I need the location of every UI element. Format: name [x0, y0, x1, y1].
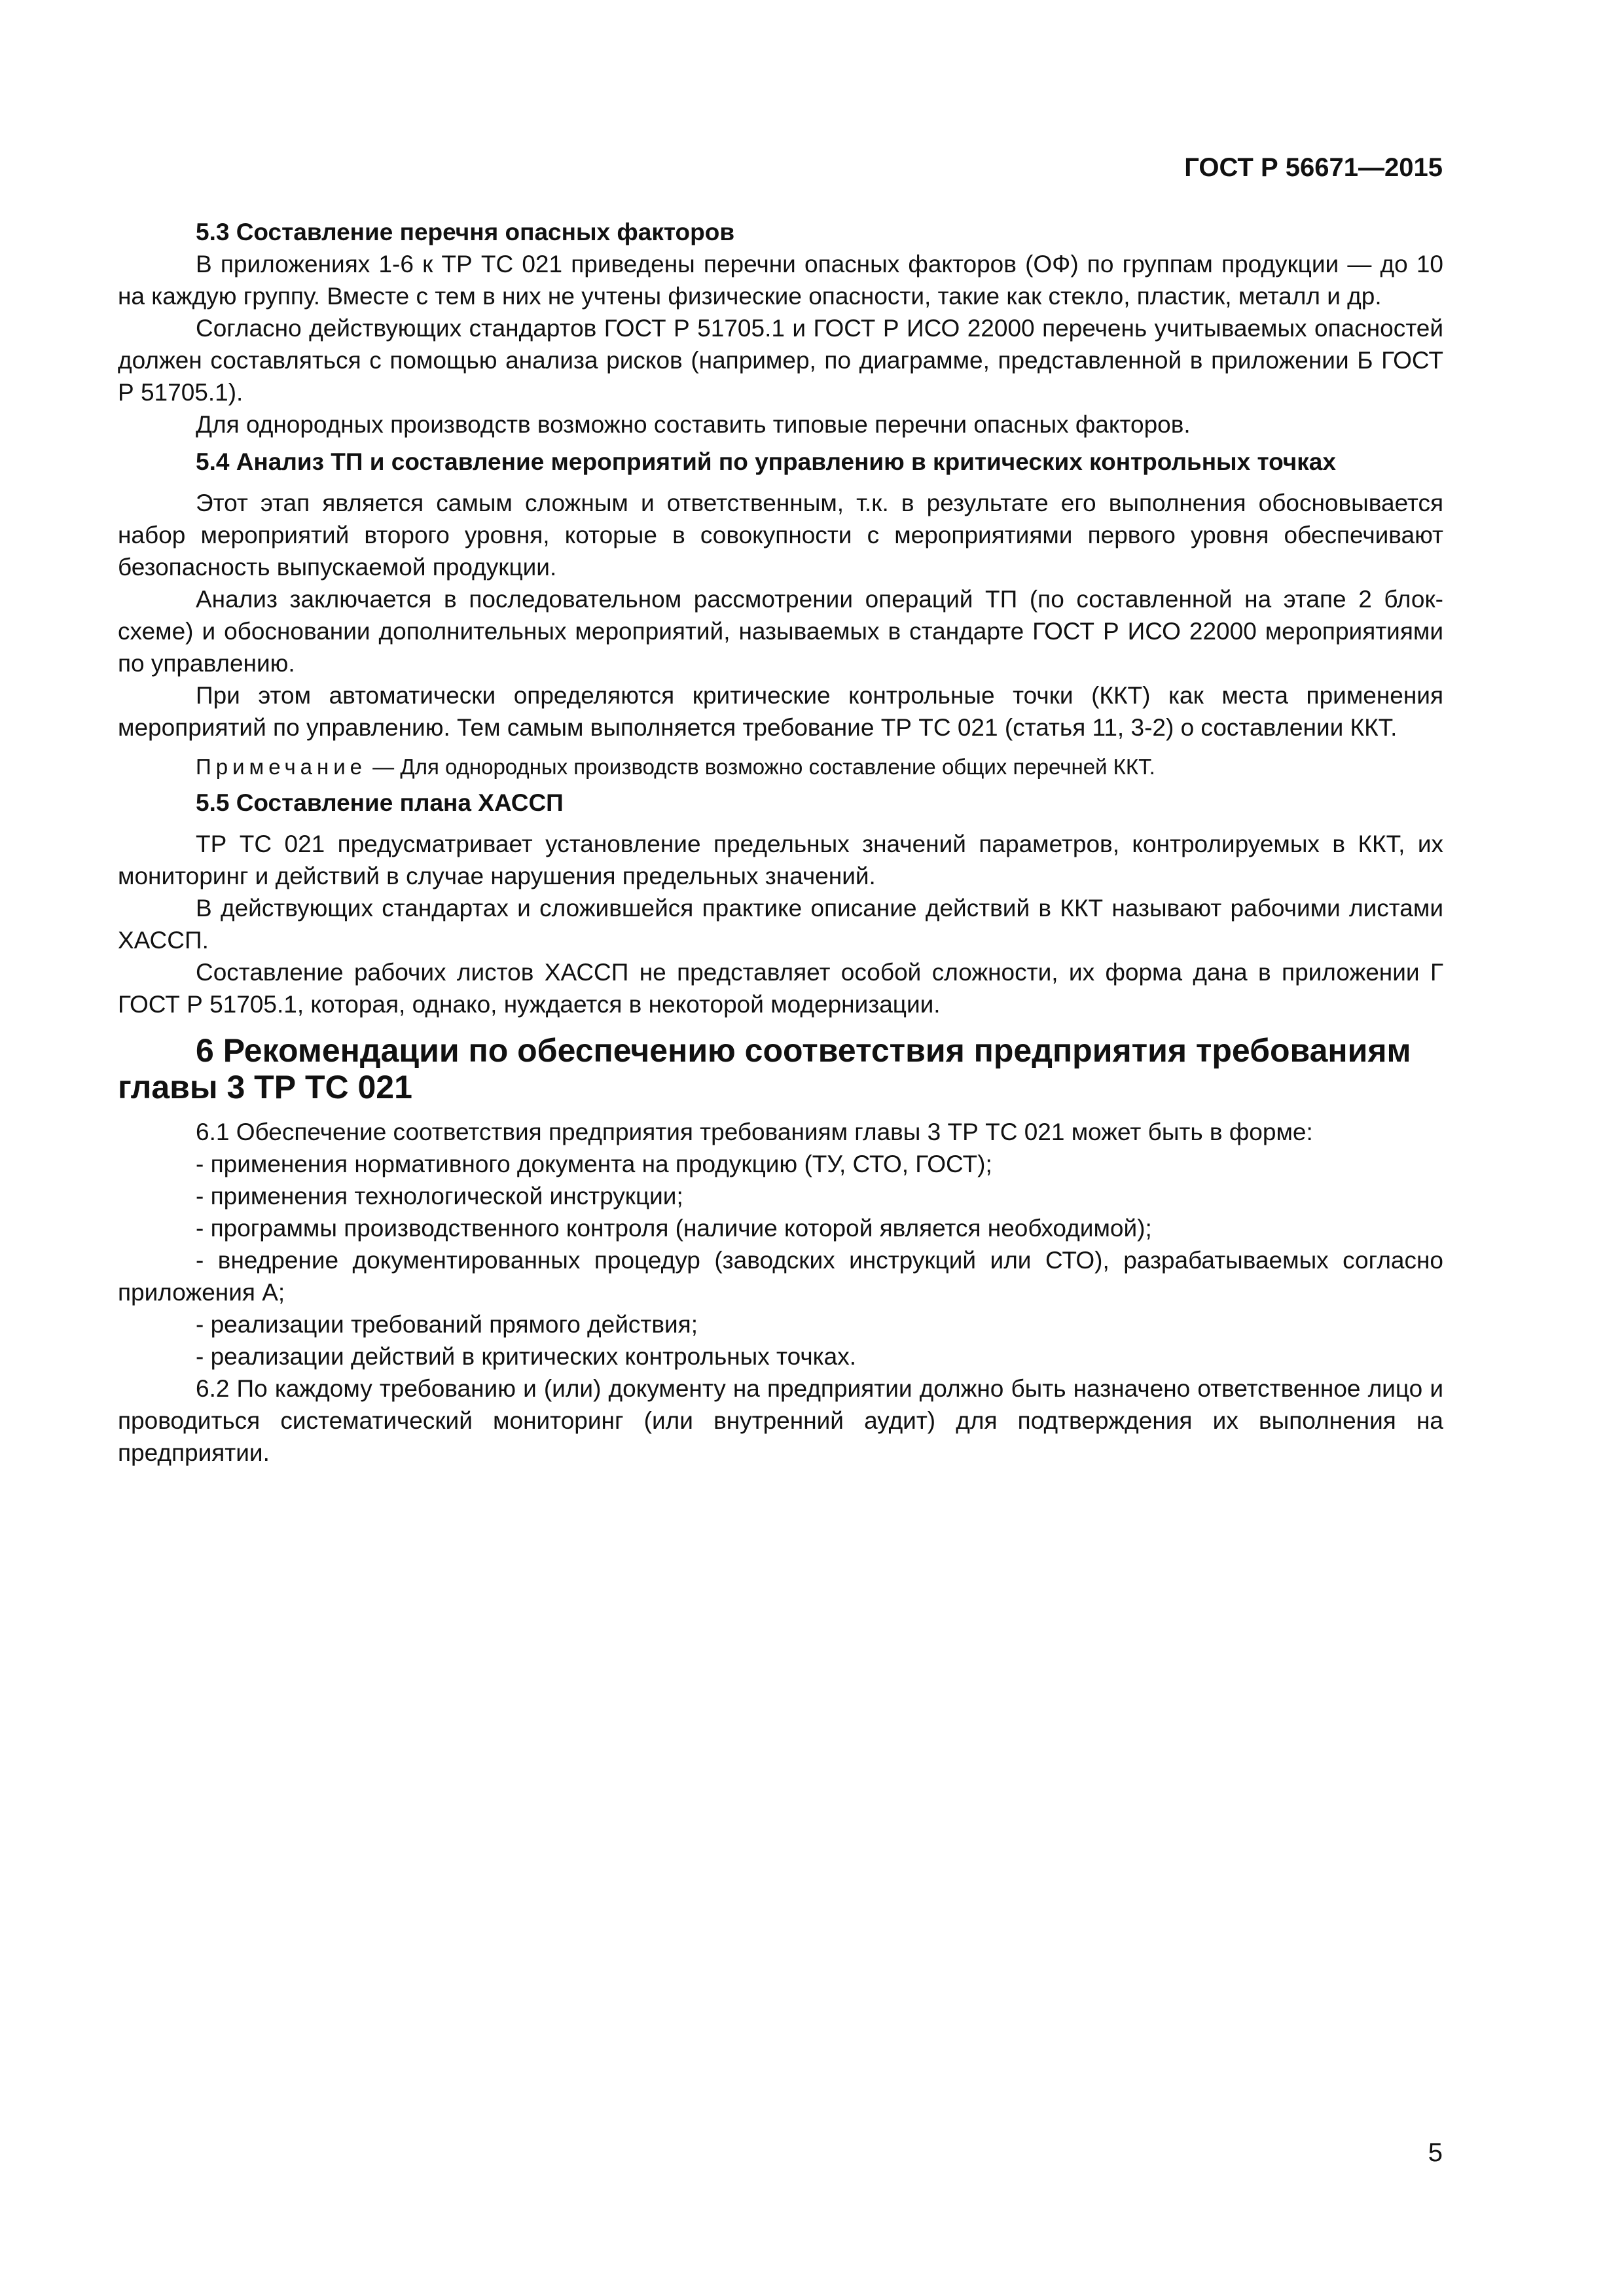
section-6-heading: 6 Рекомендации по обеспечению соответствия предприятия требованиям главы 3 ТР ТС 021	[118, 1032, 1411, 1105]
list-item: - применения нормативного документа на продукцию (ТУ, СТО, ГОСТ);	[196, 1151, 992, 1177]
section-5-4-paragraph: Этот этап является самым сложным и ответственным, т.к. в результате его выполнения обосновывается набор мероприятий второго уровня, которые в совокупности с мероприятиями первого уровня обеспечивают безопасность выпускаемой продукции.	[118, 490, 1443, 581]
section-5-4-paragraph: Анализ заключается в последовательном рассмотрении операций ТП (по составленной на этапе 2 блок-схеме) и обосновании дополнительных мероприятий, называемых в стандарте ГОСТ Р ИСО 22000 мероприятиями по управлению.	[118, 586, 1443, 677]
document-body	[118, 216, 1443, 1469]
section-5-3-paragraph: В приложениях 1-6 к ТР ТС 021 приведены перечни опасных факторов (ОФ) по группам продукции — до 10 на каждую группу. Вместе с тем в них не учтены физические опасности, такие как стекло, пластик, металл и др.	[118, 251, 1443, 310]
list-item: - реализации действий в критических контрольных точках.	[196, 1343, 856, 1370]
section-6-paragraph: 6.2 По каждому требованию и (или) документу на предприятии должно быть назначено ответственное лицо и проводиться систематический мониторинг (или внутренний аудит) для подтверждения их выполнения на предприятии.	[118, 1375, 1443, 1466]
section-5-5-paragraph: ТР ТС 021 предусматривает установление предельных значений параметров, контролируемых в ККТ, их мониторинг и действий в случае нарушения предельных значений.	[118, 831, 1443, 889]
note-text: — Для однородных производств возможно составление общих перечней ККТ.	[367, 755, 1155, 779]
section-5-5-paragraph: В действующих стандартах и сложившейся практике описание действий в ККТ называют рабочими листами ХАССП.	[118, 895, 1443, 954]
section-5-3-paragraph: Для однородных производств возможно составить типовые перечни опасных факторов.	[196, 411, 1191, 438]
section-5-3-paragraph: Согласно действующих стандартов ГОСТ Р 51705.1 и ГОСТ Р ИСО 22000 перечень учитываемых опасностей должен составляться с помощью анализа рисков (например, по диаграмме, представленной в приложении Б ГОСТ Р 51705.1).	[118, 315, 1443, 406]
page-number: 5	[1428, 2138, 1443, 2167]
list-item: - применения технологической инструкции;	[196, 1183, 683, 1210]
list-item: - внедрение документированных процедур (заводских инструкций или СТО), разрабатываемых согласно приложения А;	[118, 1247, 1443, 1306]
section-5-5-paragraph: Составление рабочих листов ХАССП не представляет особой сложности, их форма дана в приложении Г ГОСТ Р 51705.1, которая, однако, нуждается в некоторой модернизации.	[118, 959, 1443, 1018]
list-item: - реализации требований прямого действия;	[196, 1311, 698, 1338]
note-label: Примечание	[196, 755, 367, 779]
section-5-4-heading: 5.4 Анализ ТП и составление мероприятий по управлению в критических контрольных точках	[196, 448, 1336, 475]
list-item: - программы производственного контроля (наличие которой является необходимой);	[196, 1215, 1152, 1242]
section-5-5-heading: 5.5 Составление плана ХАССП	[196, 789, 564, 816]
document-code: ГОСТ Р 56671—2015	[1184, 153, 1443, 182]
section-5-4-note	[118, 753, 1443, 781]
section-5-3-heading: 5.3 Составление перечня опасных факторов	[196, 219, 735, 245]
section-5-4-paragraph: При этом автоматически определяются критические контрольные точки (ККТ) как места применения мероприятий по управлению. Тем самым выполняется требование ТР ТС 021 (статья 11, 3-2) о составлении ККТ.	[118, 682, 1443, 741]
section-6-paragraph: 6.1 Обеспечение соответствия предприятия требованиям главы 3 ТР ТС 021 может быть в форме:	[196, 1119, 1313, 1145]
